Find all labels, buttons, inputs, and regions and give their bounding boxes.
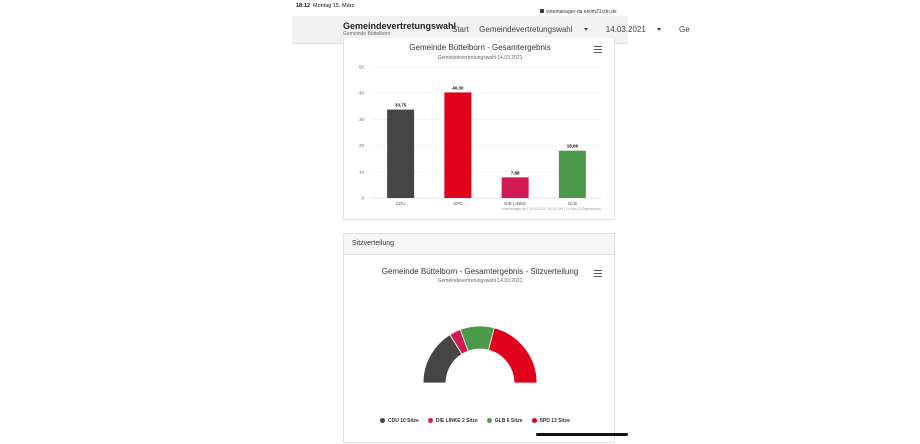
chart1-subtitle: Gemeindevertretungswahl 14.03.2021 [437,55,523,61]
address-bar[interactable] [540,9,617,15]
seat-donut-chart [344,234,616,444]
home-indicator [536,433,628,436]
x-tick-label: CDU [395,201,406,206]
seat-legend [380,418,579,424]
nav-dropdown-date[interactable] [606,25,669,34]
bar[interactable] [559,151,586,198]
bar-chart [344,38,616,220]
nav-dropdown-wahl[interactable] [479,25,595,34]
legend-item[interactable] [532,418,570,424]
donut-slice[interactable] [489,328,537,383]
brand-subtitle: Gemeinde Büttelborn [343,31,391,37]
legend-dot-icon [428,418,433,423]
y-tick-label: 50 [358,64,364,70]
data-label: 33,75 [394,102,407,108]
chart2-subtitle: Gemeindevertretungswahl 14.03.2021 [437,278,523,284]
chart1-title: Gemeinde Büttelborn - Gesamtergebnis [409,43,551,52]
legend-label: GLB 6 Sitze [494,418,523,424]
bar[interactable] [387,110,414,198]
legend-dot-icon [487,418,492,423]
y-tick-label: 40 [358,90,364,96]
status-time: 18:12 [296,3,311,9]
data-label: 40,30 [452,85,464,91]
lock-icon [540,9,544,13]
bar[interactable] [502,177,529,198]
brand-title[interactable]: Gemeindevertretungswahl [343,21,457,31]
x-tick-label: DIE LINKE [504,201,527,206]
nav-link-truncated[interactable]: Ge [679,25,690,34]
nav-links [452,25,698,34]
nav-link-start[interactable]: Start [452,25,469,34]
legend-dot-icon [532,418,537,423]
nav-dropdown-wahl-label: Gemeindevertretungswahl [479,25,573,34]
legend-item[interactable] [428,418,478,424]
y-tick-label: 0 [361,195,364,201]
seat-distribution-card [343,233,615,443]
chevron-down-icon [657,28,661,31]
x-tick-label: SPD [453,201,463,206]
y-tick-label: 10 [358,169,364,175]
chart-credit: votemanager.de | 15.03.2021 16:10 Uhr | 11 von 11 Ergebnissen [501,207,601,211]
status-bar [292,0,628,16]
y-tick-label: 30 [358,116,364,122]
legend-dot-icon [380,418,385,423]
data-label: 18,06 [566,143,579,149]
url-text: votemanager-da.ekom21cdn.de [546,9,617,15]
results-card [343,38,615,220]
legend-item[interactable] [487,418,523,424]
legend-item[interactable] [380,418,419,424]
data-label: 7,88 [510,170,520,176]
legend-label: CDU 10 Sitze [388,418,419,424]
chart2-title: Gemeinde Büttelborn - Gesamtergebnis - Sitzverteilung [381,267,579,276]
y-tick-label: 20 [358,143,364,149]
card-header: Sitzverteilung [344,234,614,255]
chevron-down-icon [584,28,588,31]
bar[interactable] [444,92,471,198]
legend-label: SPD 13 Sitze [539,418,570,424]
legend-label: DIE LINKE 2 Sitze [435,418,478,424]
status-date: Montag 15. März [313,3,355,9]
nav-dropdown-date-label: 14.03.2021 [605,25,646,34]
x-tick-label: GLB [567,201,577,206]
